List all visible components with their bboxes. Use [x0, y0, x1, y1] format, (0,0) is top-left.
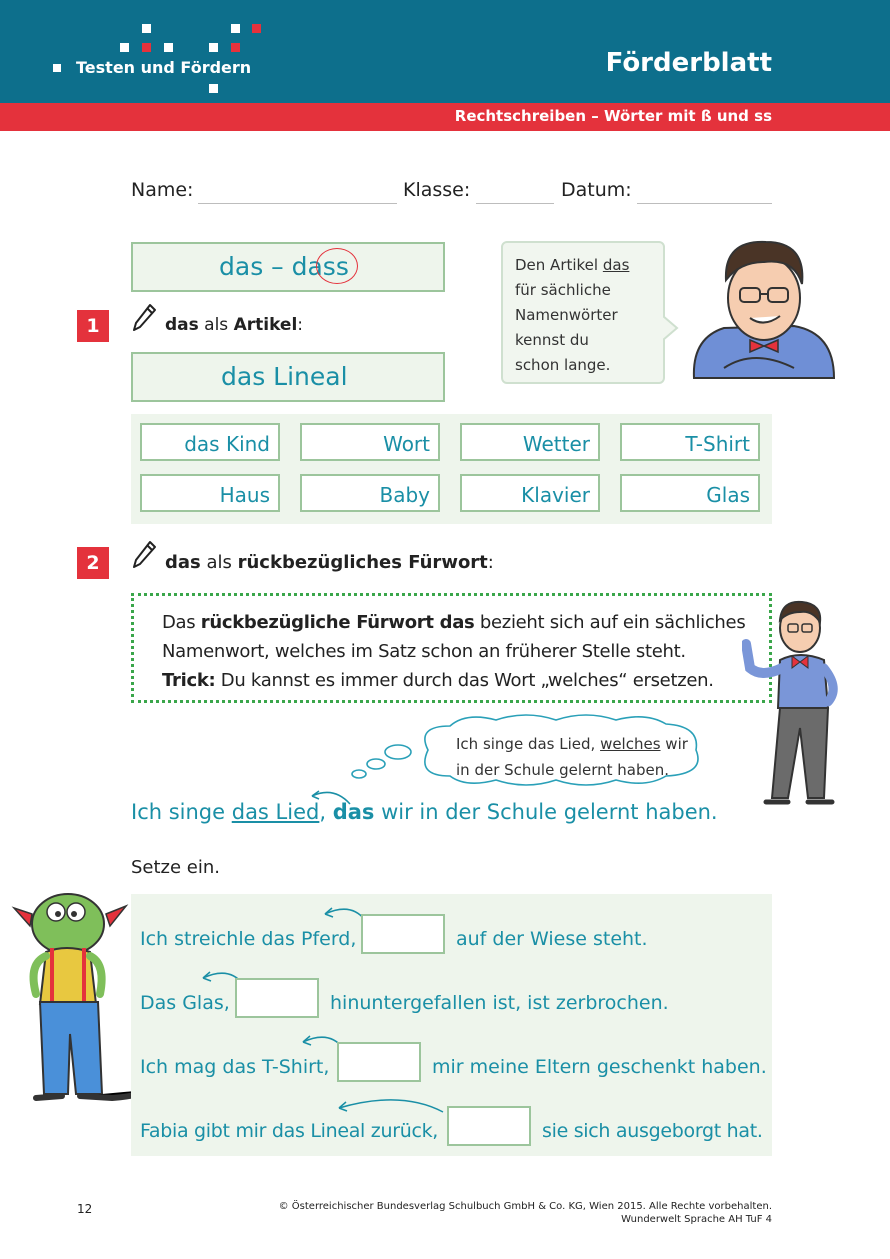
subtitle: Rechtschreiben – Wörter mit ß und ss — [454, 107, 772, 125]
brand-name: Testen und Fördern — [76, 58, 252, 77]
task2-head-bold2: rückbezügliches Fürwort — [237, 552, 488, 573]
trick-label: Trick: — [162, 670, 216, 691]
teacher-speech-bubble — [501, 241, 665, 384]
exercise-4-after: sie sich ausgeborgt hat. — [542, 1120, 763, 1142]
thought-line1-b: wir — [660, 735, 688, 753]
banner-part2-wrap — [323, 252, 349, 281]
red-circle-mark — [316, 248, 358, 284]
example-sentence — [131, 800, 718, 824]
banner-text — [219, 252, 349, 281]
exercise-3-after: mir meine Eltern geschenkt haben. — [432, 1056, 767, 1078]
bubble-line5: schon lange. — [515, 356, 611, 374]
logo-square — [142, 43, 151, 52]
copyright: © Österreichischer Bundesverlag Schulbuch GmbH & Co. KG, Wien 2015. Alle Rechte vorbehalten. — [278, 1201, 772, 1212]
rule-line1 — [162, 608, 769, 637]
rule-b: rückbezügliche Fürwort das — [200, 612, 475, 633]
exercise-3-before: Ich mag das T-Shirt, — [140, 1056, 330, 1078]
thought-line1-a: Ich singe das Lied, — [456, 735, 601, 753]
banner-part1: das – da — [219, 252, 323, 281]
exercise-1-after: auf der Wiese steht. — [456, 928, 648, 950]
date-label: Datum: — [561, 179, 632, 201]
rule-box — [131, 593, 772, 703]
thought-line1-underlined: welches — [600, 735, 661, 753]
subtitle-bar — [0, 103, 890, 131]
rule-a: Das — [162, 612, 201, 633]
name-field[interactable] — [198, 203, 397, 204]
word-card: Wort — [300, 423, 440, 461]
example-b: , — [319, 800, 333, 824]
logo-square — [231, 43, 240, 52]
exercise-1-blank[interactable] — [361, 914, 445, 954]
task2-head-bold: das — [165, 552, 201, 573]
header-bar — [0, 0, 890, 103]
brand-bullet — [53, 64, 61, 72]
thought-line2: in der Schule gelernt haben. — [456, 761, 670, 779]
task2-head-end: : — [487, 552, 494, 573]
logo-square — [252, 24, 261, 33]
example-c: wir in der Schule gelernt haben. — [374, 800, 718, 824]
fill-in-panel — [131, 894, 772, 1156]
thought-line1 — [456, 731, 688, 757]
bubble-line2: für sächliche — [515, 281, 611, 299]
word-card: Baby — [300, 474, 440, 512]
rule-line2: Namenwort, welches im Satz schon an früherer Stelle steht. — [162, 641, 686, 662]
bubble-pointer — [663, 316, 679, 340]
example-underlined: das Lied — [231, 800, 320, 824]
name-label: Name: — [131, 179, 194, 201]
banner-part2: ss — [322, 252, 349, 281]
class-field[interactable] — [476, 203, 554, 204]
word-card: Haus — [140, 474, 280, 512]
exercise-2-before: Das Glas, — [140, 992, 230, 1014]
teacher-pointing-illustration — [742, 598, 846, 808]
bubble-line4: kennst du — [515, 331, 589, 349]
task1-number: 1 — [77, 310, 109, 342]
exercise-2-after: hinuntergefallen ist, ist zerbrochen. — [330, 992, 669, 1014]
pencil-icon — [131, 303, 157, 333]
example-article: das Lineal — [221, 362, 348, 391]
logo-square — [231, 24, 240, 33]
pencil-icon — [131, 540, 157, 570]
exercise-1-before: Ich streichle das Pferd, — [140, 928, 357, 950]
task2-number: 2 — [77, 547, 109, 579]
book-title: Wunderwelt Sprache AH TuF 4 — [621, 1214, 772, 1225]
sheet-title: Förderblatt — [605, 48, 772, 78]
task2-heading — [165, 552, 494, 573]
task1-heading — [165, 315, 303, 335]
das-dass-banner — [131, 242, 445, 292]
bubble-line1-underlined: das — [602, 256, 630, 274]
word-card: das Kind — [140, 423, 280, 461]
task2-head-mid: als — [200, 552, 238, 573]
logo-square — [164, 43, 173, 52]
logo-square — [209, 84, 218, 93]
example-article-box — [131, 352, 445, 402]
bubble-line1-a: Den Artikel — [515, 256, 603, 274]
reference-arrow — [331, 1092, 449, 1118]
logo-square — [209, 43, 218, 52]
instruction: Setze ein. — [131, 857, 221, 878]
logo-square — [120, 43, 129, 52]
page-number: 12 — [77, 1202, 93, 1216]
exercise-3-blank[interactable] — [337, 1042, 421, 1082]
word-card: T-Shirt — [620, 423, 760, 461]
example-bold: das — [332, 800, 375, 824]
task1-head-end: : — [297, 315, 304, 335]
class-label: Klasse: — [403, 179, 471, 201]
rule-c: bezieht sich auf ein sächliches — [474, 612, 746, 633]
exercise-4-blank[interactable] — [447, 1106, 531, 1146]
trick-text: Du kannst es immer durch das Wort „welches“ ersetzen. — [215, 670, 714, 691]
logo-square — [142, 24, 151, 33]
bubble-line1 — [515, 253, 663, 278]
bubble-line3: Namenwörter — [515, 306, 618, 324]
word-card: Glas — [620, 474, 760, 512]
task1-head-bold: das — [165, 315, 199, 335]
thought-text — [456, 731, 688, 783]
exercise-4-before: Fabia gibt mir das Lineal zurück, — [140, 1120, 439, 1142]
task1-head-bold2: Artikel — [233, 315, 298, 335]
word-panel — [131, 414, 772, 524]
example-a: Ich singe — [131, 800, 232, 824]
word-card: Klavier — [460, 474, 600, 512]
task1-head-mid: als — [198, 315, 234, 335]
date-field[interactable] — [637, 203, 772, 204]
rule-line3 — [162, 666, 769, 695]
word-card: Wetter — [460, 423, 600, 461]
exercise-2-blank[interactable] — [235, 978, 319, 1018]
teacher-illustration — [684, 228, 838, 388]
